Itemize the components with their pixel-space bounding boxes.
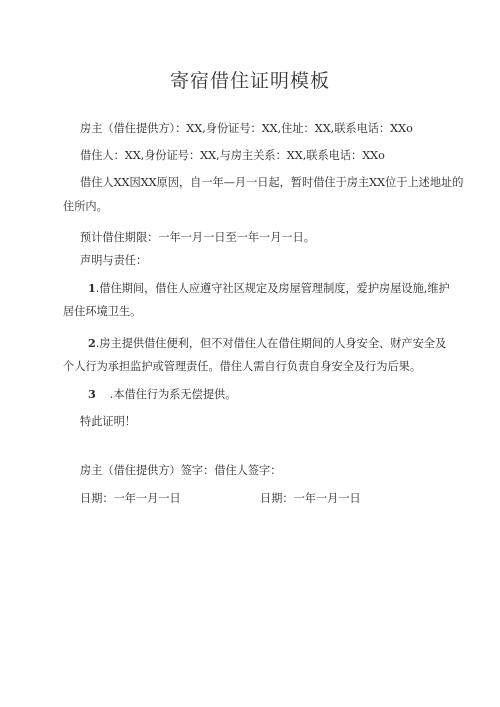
reason-line-2: 住所内。 bbox=[63, 200, 108, 213]
item-1-text: .借住期间，借住人应遵守社区规定及房屋管理制度，爱护房屋设施,维护 bbox=[95, 282, 450, 295]
borrow-period: 预计借住期限：一年一月一日至一年一月一日。 bbox=[80, 231, 315, 244]
landlord-info: 房主（借住提供方）：XX,身份证号：XX,住址：XX,联系电话：XXo bbox=[80, 122, 413, 135]
item-2-number: 2 bbox=[88, 336, 96, 350]
declaration-item-1 bbox=[88, 280, 450, 297]
signature-line: 房主（借住提供方）签字：借住人签字： bbox=[80, 464, 282, 477]
reason-line-1: 借住人XX因XX原因，自一年—月一日起，暂时借住于房主XX位于上述地址的 bbox=[80, 176, 464, 189]
item-2-text: .房主提供借住便利，但不对借住人在借住期间的人身安全、财产安全及 bbox=[95, 337, 447, 350]
declaration-item-1-continued: 居住环境卫生。 bbox=[63, 305, 142, 318]
closing-statement: 特此证明！ bbox=[80, 415, 136, 428]
document-title: 寄宿借住证明模板 bbox=[169, 70, 330, 92]
declaration-heading: 声明与责任： bbox=[80, 254, 148, 267]
declaration-item-2-continued: 个人行为承担监护或管理责任。借住人需自行负责自身安全及行为后果。 bbox=[63, 360, 422, 373]
date-left: 日期：一年一月一日 bbox=[80, 492, 181, 505]
declaration-item-3 bbox=[88, 386, 236, 403]
declaration-item-2 bbox=[88, 335, 446, 352]
item-3-text: .本借住行为系无偿提供。 bbox=[109, 388, 237, 401]
item-3-number: 3 bbox=[88, 387, 96, 401]
date-right: 日期：一年一月一日 bbox=[260, 492, 361, 505]
item-1-number: 1 bbox=[88, 281, 96, 295]
borrower-info: 借住人：XX,身份证号：XX,与房主关系：XX,联系电话：XXo bbox=[80, 149, 385, 162]
